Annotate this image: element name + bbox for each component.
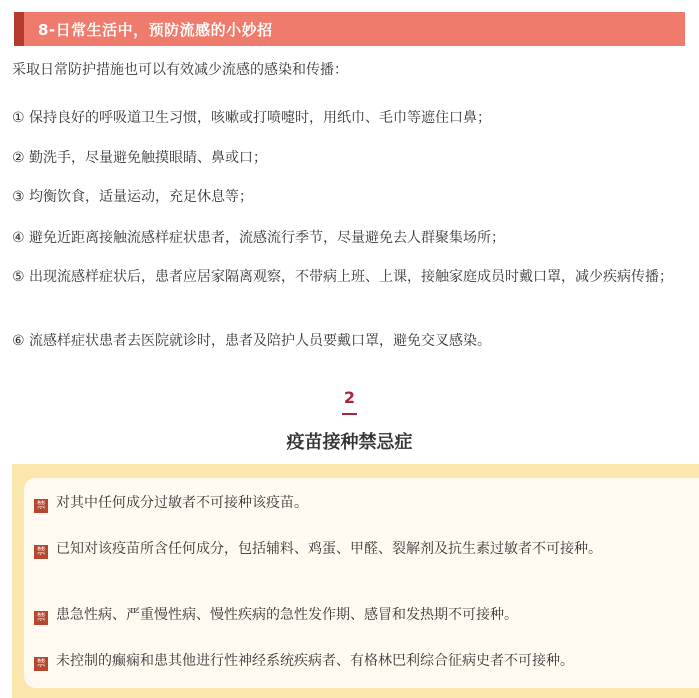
tip-item: ⑥ 流感样症状患者去医院就诊时，患者及陪护人员要戴口罩，避免交叉感染。 [12, 333, 491, 349]
contraindication-item [32, 650, 690, 673]
tip-item: ① 保持良好的呼吸道卫生习惯，咳嗽或打喷嚏时，用纸巾、毛巾等遮住口鼻； [12, 110, 491, 126]
forbidden-badge-icon: 禁 [34, 657, 48, 671]
header-title: 8-日常生活中，预防流感的小妙招 [38, 20, 273, 39]
contraindication-item [32, 604, 690, 627]
intro-text: 采取日常防护措施也可以有效减少流感的感染和传播： [12, 62, 348, 78]
forbidden-badge-icon: 禁 [34, 499, 48, 513]
tip-item: ⑤ 出现流感样症状后，患者应居家隔离观察，不带病上班、上课，接触家庭成员时戴口罩，减少疾病传播； [12, 269, 673, 285]
section-title: 疫苗接种禁忌症 [286, 432, 413, 453]
tip-item: ② 勤洗手，尽量避免触摸眼睛、鼻或口； [12, 150, 267, 166]
tip-item: ④ 避免近距离接触流感样症状患者，流感流行季节，尽量避免去人群聚集场所； [12, 230, 505, 246]
forbidden-badge-icon: 禁 [34, 611, 48, 625]
section-number-underline [342, 413, 357, 415]
section-number: 2 [343, 388, 356, 407]
forbidden-badge-icon: 禁 [34, 545, 48, 559]
contraindication-text: 已知对该疫苗所含任何成分，包括辅料、鸡蛋、甲醛、裂解剂及抗生素过敏者不可接种。 [56, 541, 602, 557]
contraindication-item [32, 538, 690, 561]
contraindication-item [32, 492, 690, 515]
header-accent-bar [14, 12, 24, 46]
contraindication-text: 未控制的癫痫和患其他进行性神经系统疾病者、有格林巴利综合征病史者不可接种。 [56, 653, 574, 669]
tip-item: ③ 均衡饮食，适量运动，充足休息等； [12, 189, 253, 205]
contraindication-text: 患急性病、严重慢性病、慢性疾病的急性发作期、感冒和发热期不可接种。 [56, 607, 518, 623]
contraindication-text: 对其中任何成分过敏者不可接种该疫苗。 [56, 495, 308, 511]
section-header [14, 12, 685, 46]
